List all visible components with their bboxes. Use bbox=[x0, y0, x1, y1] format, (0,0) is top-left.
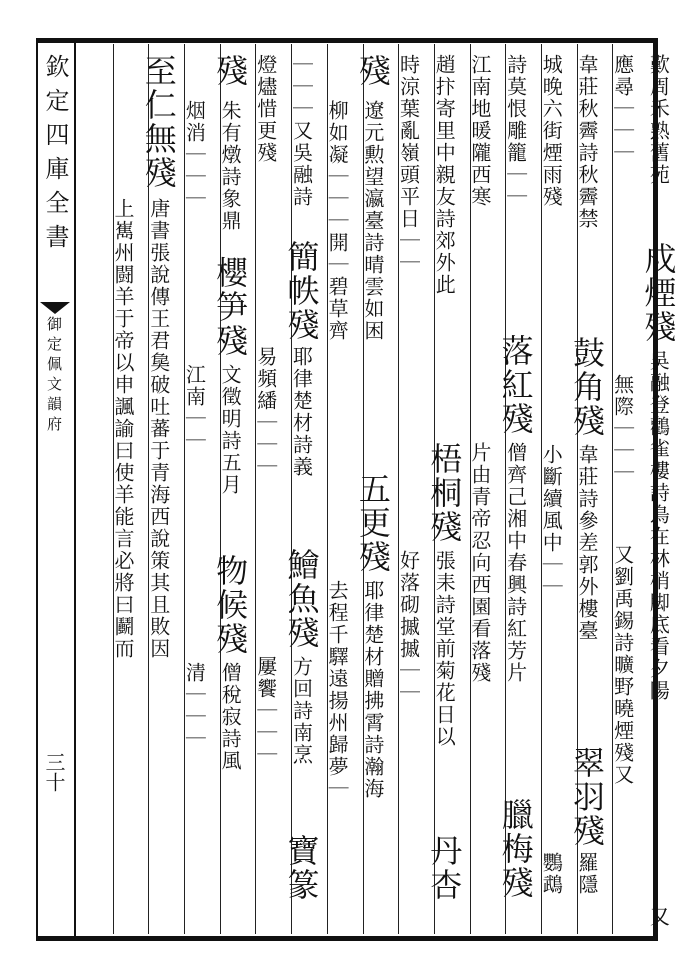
annotation-text: 江南地暖隴西寒 bbox=[467, 54, 492, 208]
headword: 丹杏 bbox=[425, 834, 464, 902]
annotation-text: 上嶲州闘羊于帝以申諷諭曰使羊能言必將曰鬬而 bbox=[111, 198, 135, 660]
annotation-text: 柳如凝｜｜｜開｜碧草齊 bbox=[325, 100, 350, 342]
annotation-text: 僧齊己湘中春興詩紅芳片 bbox=[503, 442, 528, 684]
margin-work-title: 御定佩文韻府 bbox=[45, 316, 63, 436]
annotation-text: 歎周禾熟舊苑 bbox=[646, 54, 671, 186]
annotation-text: 應尋｜｜｜ bbox=[610, 54, 635, 164]
annotation-text: 又 bbox=[646, 906, 671, 928]
gutter-rule bbox=[74, 38, 76, 941]
annotation-text: 詩莫恨雕籠｜｜ bbox=[503, 54, 528, 208]
headword: 寶篆 bbox=[282, 834, 321, 902]
annotation-text: 小斷續風中｜｜ bbox=[539, 444, 564, 598]
page-number: 三十 bbox=[42, 752, 66, 792]
annotation-text: 耶律楚材贈拂霄詩瀚海 bbox=[360, 580, 385, 800]
headword: 簡帙殘 bbox=[282, 240, 321, 342]
annotation-text: 耶律楚材詩義 bbox=[289, 346, 314, 478]
text-column bbox=[78, 44, 135, 934]
headword: 殘 bbox=[353, 54, 392, 88]
text-column bbox=[256, 44, 321, 934]
headword: 五更殘 bbox=[353, 472, 392, 574]
annotation-text: 張耒詩堂前菊花日以 bbox=[432, 550, 457, 748]
annotation-text: 片由青帝忍向西園看落殘 bbox=[467, 442, 492, 684]
headword: 落紅殘 bbox=[496, 334, 535, 436]
annotation-text: 趙抃寄里中親友詩郊外此 bbox=[432, 54, 457, 296]
headword: 梧桐殘 bbox=[425, 442, 464, 544]
text-column bbox=[613, 44, 678, 934]
annotation-text: 時涼葉亂嶺頭平日｜｜ bbox=[396, 54, 421, 274]
annotation-text: 好落砌摵摵｜｜ bbox=[396, 550, 421, 704]
headword: 至仁無殘 bbox=[139, 54, 178, 190]
annotation-text: 江南｜｜ bbox=[182, 364, 207, 452]
headword: 櫻笋殘 bbox=[211, 256, 250, 358]
annotation-text: 文徵明詩五月 bbox=[218, 364, 243, 496]
annotation-text: 又劉禹錫詩曠野曉煙殘又 bbox=[610, 544, 635, 786]
annotation-text: 去程千驛遠揚州歸夢｜ bbox=[325, 580, 350, 800]
headword: 翠羽殘 bbox=[567, 746, 606, 848]
headword: 殘 bbox=[211, 54, 250, 88]
annotation-text: 吳融登鸛雀樓詩鳥在林梢脚底看夕陽 bbox=[646, 350, 671, 702]
annotation-text: 烟消｜｜｜ bbox=[182, 100, 207, 210]
headword: 臘梅殘 bbox=[496, 798, 535, 900]
text-columns bbox=[78, 44, 678, 934]
annotation-text: 唐書張說傳王君㚟破吐蕃于青海西說策其且敗因 bbox=[146, 198, 171, 660]
annotation-text: 易頻繙｜｜｜ bbox=[253, 346, 278, 478]
annotation-text: 鸚鵡 bbox=[539, 852, 564, 896]
headword: 物候殘 bbox=[211, 554, 250, 656]
annotation-text: 方回詩南烹 bbox=[289, 656, 314, 766]
headword: 戍煙殘 bbox=[639, 242, 678, 344]
fishtail-mark bbox=[40, 302, 70, 314]
margin-book-title: 欽定四庫全書 bbox=[41, 54, 69, 258]
annotation-text: 遼元勲望瀛臺詩晴雲如困 bbox=[360, 100, 385, 342]
headword: 鱠魚殘 bbox=[282, 548, 321, 650]
annotation-text: ｜｜｜又吳融詩 bbox=[289, 54, 314, 208]
annotation-text: 朱有燉詩象鼎 bbox=[218, 100, 243, 232]
annotation-text: 清｜｜｜ bbox=[182, 662, 207, 750]
annotation-text: 僧稅寂詩風 bbox=[218, 662, 243, 772]
annotation-text: 韋莊秋霽詩秋霽禁 bbox=[574, 54, 599, 230]
annotation-text: 韋莊詩參差郭外樓臺 bbox=[574, 444, 599, 642]
annotation-text: 屢饗｜｜｜ bbox=[253, 656, 278, 766]
annotation-text: 城晚六街煙雨殘 bbox=[539, 54, 564, 208]
annotation-text: 羅隱 bbox=[574, 852, 599, 896]
annotation-text: 燈燼惜更殘 bbox=[253, 54, 278, 164]
headword: 鼓角殘 bbox=[567, 336, 606, 438]
annotation-text: 無際｜｜｜ bbox=[610, 374, 635, 484]
